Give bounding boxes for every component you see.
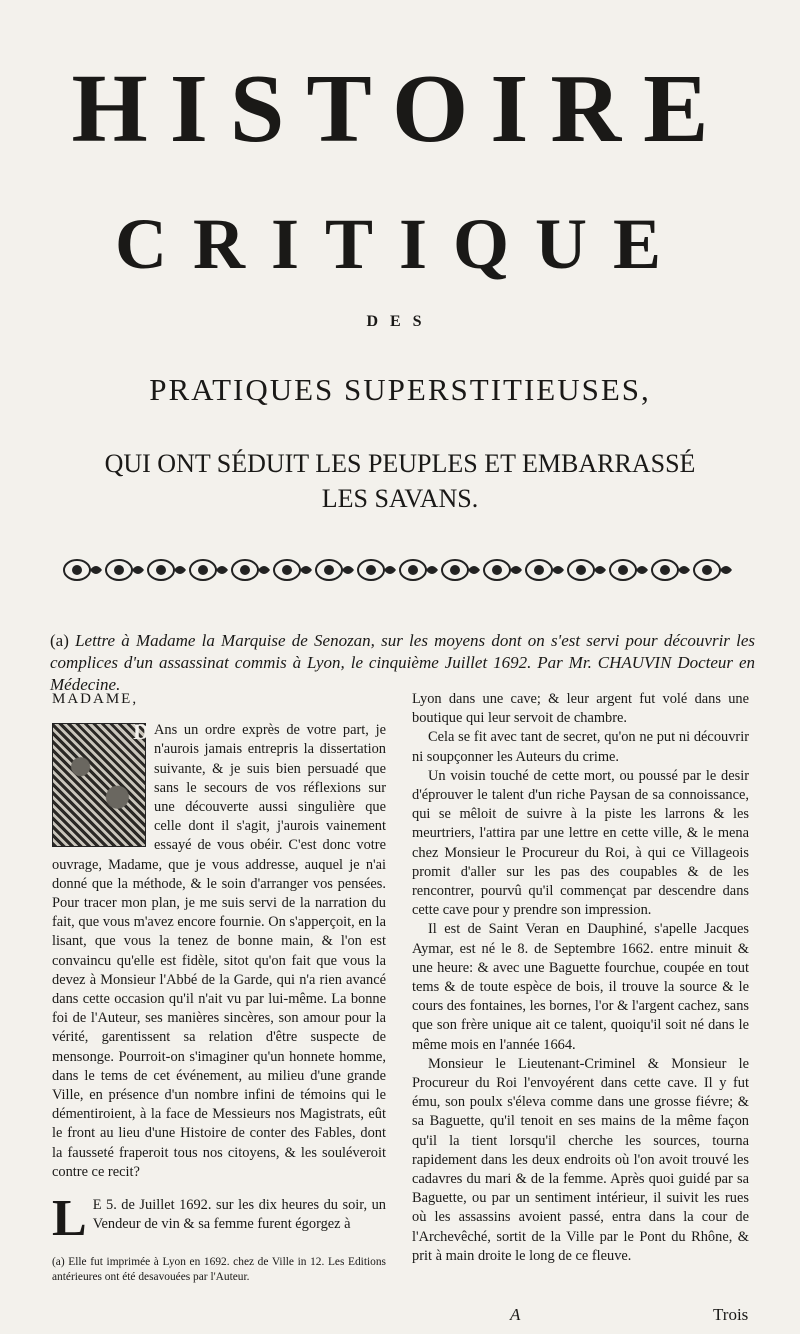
footnote: (a) Elle fut imprimée à Lyon en 1692. chez de Ville in 12. Les Editions antérieures ont été desavouées par l'Auteur. [52,1256,386,1284]
title-histoire: HISTOIRE [71,55,731,163]
note-marker: (a) [50,631,69,650]
title-subtitle-line1: QUI ONT SÉDUIT LES PEUPLES ET EMBARRASSÉ [104,449,696,478]
paragraph-r3: Un voisin touché de cette mort, ou poussé par le desir d'éprouver le talent d'un riche Paysan de sa connoissance, qui se mêloit de suivre à la piste les larrons & les meurtriers, l'attira par une lettre en cette ville, & le mena chez Monsieur le Procureur du Roi, à qui ce Villageois promit d'aller sur les pas des coupables & de les rencontrer, pourvû qu'il commençat par descendre dans cette cave pour y prendre son impression. [412,767,749,919]
paragraph-crime: E 5. de Juillet 1692. sur les dix heures du soir, un Vendeur de vin & sa femme furent égorgez à [92,1197,386,1233]
title-critique: CRITIQUE [114,204,688,284]
dropcap-letter: D [133,719,149,745]
initial-l: L [52,1190,87,1248]
decorated-initial-icon [52,719,149,847]
signature-mark: A [510,1305,521,1324]
left-column [52,690,386,1285]
title-subtitle-line2: LES SAVANS. [321,484,479,513]
paragraph-r5: Monsieur le Lieutenant-Criminel & Monsieur le Procureur du Roi l'envoyérent dans cette cave. Il y fut ému, son poulx s'éleva comme dans une grosse fiévre; & sa Baguette, qu'il tenoit en ses mains de la même façon qu'il la tient lorsqu'il cherche les sources, tourna rapidement dans les deux endroits où l'on avoit trouvé les cadavres du mari & de la femme. Après quoi guidé par sa Baguette, ou par un sentiment intérieur, il suivit les rues où les assassins avoient passé, entra dans la cour de l'Archevêché, sortit de la Ville par le Pont du Rhône, & prit à main droite le long de ce fleuve. [412,1055,749,1264]
note-text: Lettre à Madame la Marquise de Senozan, sur les moyens dont on s'est servi pour découvrir les complices d'un assassinat commis à Lyon, le cinquième Juillet 1692. Par Mr. CHAUVIN Docteur en Médecine. [50,631,756,694]
source-note [50,630,755,696]
paragraph-r4: Il est de Saint Veran en Dauphiné, s'apelle Jacques Aymar, est né le 8. de Septembre 1662. entre minuit & une heure: & avec une Baguette fourchue, coupée en tout tems & de toute espèce de bois, il trouve la source & le cours des fontaines, les bornes, l'or & l'argent cachez, sans que son frère unique ait ce talent, quoiqu'il soit né dans le même mois en l'année 1664. [412,921,749,1053]
paragraph-intro: Ans un ordre exprès de votre part, je n'aurois jamais entrepris la dissertation suivante, & je suis bien persuadé que sans le secours de vos réflexions sur une découverte aussi singulière que celle dont il s'agit, j'aurois vainement essayé de vous obéir. C'est donc votre ouvrage, Madame, que je vous addresse, auquel je n'ai donné que la méthode, & le soin d'arranger vos pensées. Pour tracer mon plan, je me suis servi de la narration du fait, que vous m'avez encore fournie. On s'apperçoit, en la lisant, que vous la tenez de bonne main, & l'on est convaincu qu'elle est fidèle, sitot qu'on fait que vous la devez à Monsieur l'Abbé de la Garde, qui n'a rien avancé dans cette occasion qu'il n'ait vu par lui-même. La bonne foi de l'Auteur, ses manières sincères, son amour pour la vérité, garentissent sa relation d'être suspecte de mensonge. Pourroit-on s'imaginer qu'un honnete homme, dans le tems de cet événement, au milieu d'une grande Ville, en présence d'un nombre infini de témoins qui le démentiroient, à la face de Messieurs nos Magistrats, eût le front au lieu d'une Histoire de conter des Fables, dont la fausseté fraperoit tous nos citoyens, & les souléveroit contre ce recit? [52,722,386,1180]
fleuron-band-icon [63,556,737,584]
paragraph-r1: Lyon dans une cave; & leur argent fut volé dans une boutique qui leur servoit de chambre. [412,691,749,727]
catchword: Trois [713,1305,749,1324]
title-des: DES [366,313,434,330]
salutation: MADAME, [52,691,139,707]
right-column [412,690,749,1266]
paragraph-r2: Cela se fit avec tant de secret, qu'on ne put ni découvrir ni soupçonner les Auteurs du crime. [412,729,749,765]
title-pratiques: PRATIQUES SUPERSTITIEUSES, [149,372,651,407]
